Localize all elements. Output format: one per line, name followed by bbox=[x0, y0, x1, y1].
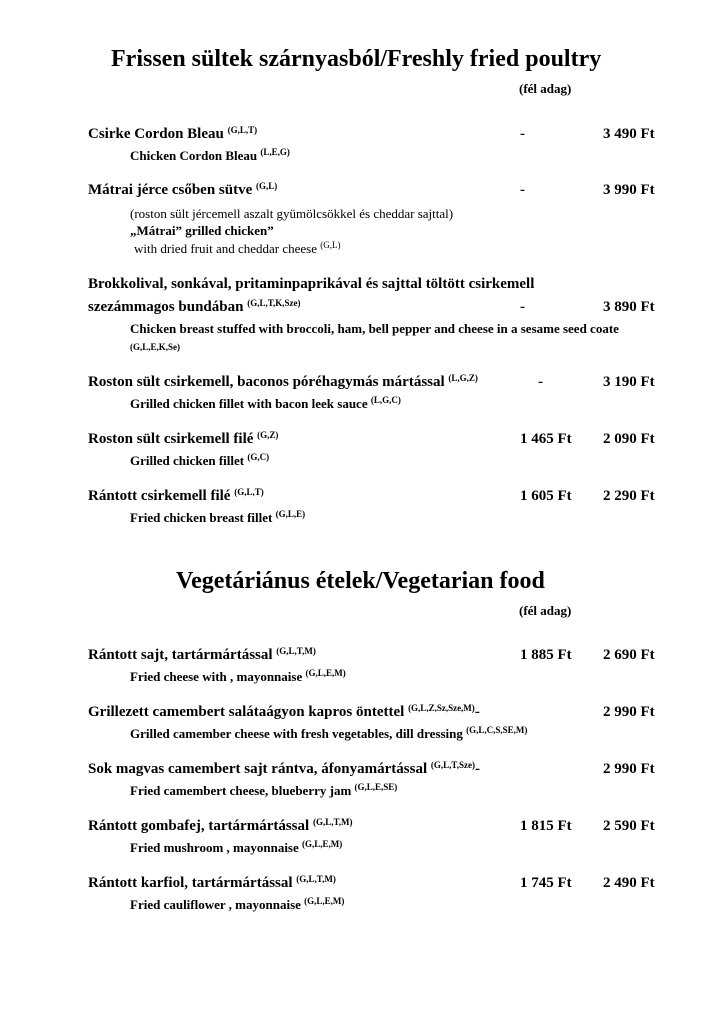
half-price: - bbox=[474, 704, 480, 720]
allergen-codes: (G,L,E) bbox=[275, 509, 306, 519]
half-price: - bbox=[520, 299, 525, 315]
item-name: Rántott gombafej, tartármártással $^{(G,L,T,M)}$ bbox=[88, 817, 353, 834]
allergen-codes: (G,C) bbox=[247, 452, 270, 462]
full-price: 2 990 Ft bbox=[603, 761, 655, 777]
item-english: Fried cheese with , mayonnaise $^{(G,L,E,M)}$ bbox=[130, 668, 346, 684]
half-price: 1 745 Ft bbox=[520, 875, 572, 891]
allergen-codes: (L,E,G) bbox=[260, 147, 290, 157]
allergen-codes: (G,L,T,M) bbox=[296, 874, 336, 884]
full-price: 3 890 Ft bbox=[603, 299, 655, 315]
allergen-codes: (G,L,C,S,SE,M) bbox=[466, 725, 528, 735]
full-price: 3 190 Ft bbox=[603, 374, 655, 390]
half-price: 1 605 Ft bbox=[520, 488, 572, 504]
item-english: Grilled chicken fillet with bacon leek sauce $^{(L,G,C)}$ bbox=[130, 395, 401, 411]
item-name: Grillezett camembert salátaágyon kapros öntettel $^{(G,L,Z,Sz,Sze,M)}$- bbox=[88, 703, 480, 720]
allergen-codes: (G,L,T,K,Sze) bbox=[247, 298, 301, 308]
allergen-codes: (G,L) bbox=[256, 181, 278, 191]
item-name: Roston sült csirkemell filé $^{(G,Z)}$ bbox=[88, 430, 279, 447]
allergen-codes: (G,L,E,M) bbox=[302, 839, 343, 849]
half-price: - bbox=[520, 126, 525, 142]
item-name: szezámmagos bundában $^{(G,L,T,K,Sze)}$ bbox=[88, 298, 301, 315]
full-price: 2 990 Ft bbox=[603, 704, 655, 720]
allergen-codes: (G,Z) bbox=[257, 430, 279, 440]
half-price: - bbox=[474, 761, 480, 777]
full-price: 2 490 Ft bbox=[603, 875, 655, 891]
allergen-codes: (L,G,Z) bbox=[448, 373, 478, 383]
half-price: - bbox=[538, 374, 543, 390]
item-name: Roston sült csirkemell, baconos póréhagymás mártással $^{(L,G,Z)}$ bbox=[88, 373, 478, 390]
allergen-codes: (G,L,E,M) bbox=[305, 668, 346, 678]
allergen-codes: (L,G,C) bbox=[370, 395, 401, 405]
item-english: Grilled camember cheese with fresh vegetables, dill dressing $^{(G,L,C,S,SE,M)}$ bbox=[130, 725, 528, 741]
item-name: Sok magvas camembert sajt rántva, áfonyamártással $^{(G,L,T,Sze)}$- bbox=[88, 760, 480, 777]
item-english: Fried cauliflower , mayonnaise $^{(G,L,E,M)}$ bbox=[130, 896, 345, 912]
item-name: Mátrai jérce csőben sütve $^{(G,L)}$ bbox=[88, 181, 278, 198]
item-english: Fried chicken breast fillet $^{(G,L,E)}$ bbox=[130, 509, 306, 525]
allergen-codes: (G,L,T,Sze) bbox=[430, 760, 475, 770]
item-english: Chicken breast stuffed with broccoli, ham, bell pepper and cheese in a sesame seed coate bbox=[130, 321, 619, 336]
full-price: 2 090 Ft bbox=[603, 431, 655, 447]
allergen-codes: (G,L) bbox=[320, 240, 341, 250]
full-price: 3 990 Ft bbox=[603, 182, 655, 198]
item-english: Chicken Cordon Bleau $^{(L,E,G)}$ bbox=[130, 147, 290, 163]
item-english: Grilled chicken fillet $^{(G,C)}$ bbox=[130, 452, 270, 468]
half-price: 1 885 Ft bbox=[520, 647, 572, 663]
allergen-codes: (G,L,E,M) bbox=[304, 896, 345, 906]
allergen-codes: (G,L,Z,Sz,Sze,M) bbox=[408, 703, 475, 713]
allergen-codes: (G,L,T,M) bbox=[276, 646, 316, 656]
allergen-codes: (G,L,T) bbox=[234, 487, 264, 497]
item-english: Fried camembert cheese, blueberry jam $^{(G,L,E,SE)}$ bbox=[130, 782, 398, 798]
section-title-vegetarian: Vegetáriánus ételek/Vegetarian food bbox=[176, 568, 545, 594]
half-price: 1 465 Ft bbox=[520, 431, 572, 447]
full-price: 2 590 Ft bbox=[603, 818, 655, 834]
half-portion-label: (fél adag) bbox=[519, 81, 572, 96]
item-english: Fried mushroom , mayonnaise $^{(G,L,E,M)}$ bbox=[130, 839, 343, 855]
item-name: Csirke Cordon Bleau $^{(G,L,T)}$ bbox=[88, 125, 258, 142]
full-price: 2 290 Ft bbox=[603, 488, 655, 504]
item-english-desc: with dried fruit and cheddar cheese $^{(G,L)}$ bbox=[134, 240, 341, 256]
allergen-codes: (G,L,E,K,Se) bbox=[130, 342, 181, 352]
full-price: 2 690 Ft bbox=[603, 647, 655, 663]
allergen-codes: (G,L,T,M) bbox=[312, 817, 353, 827]
item-name: Rántott sajt, tartármártással $^{(G,L,T,M)}$ bbox=[88, 646, 316, 663]
item-description: (roston sült jércemell aszalt gyümölcsökkel és cheddar sajttal) bbox=[130, 206, 454, 221]
half-price: - bbox=[520, 182, 525, 198]
item-name: Rántott karfiol, tartármártással $^{(G,L,T,M)}$ bbox=[88, 874, 336, 891]
section-title-poultry: Frissen sültek szárnyasból/Freshly fried poultry bbox=[111, 46, 602, 72]
half-price: 1 815 Ft bbox=[520, 818, 572, 834]
half-portion-label: (fél adag) bbox=[519, 603, 572, 618]
full-price: 3 490 Ft bbox=[603, 126, 655, 142]
allergen-codes: (G,L,T) bbox=[227, 125, 258, 135]
allergen-codes: (G,L,E,SE) bbox=[354, 782, 398, 792]
item-name: Rántott csirkemell filé $^{(G,L,T)}$ bbox=[88, 487, 264, 504]
item-english: „Mátrai” grilled chicken” bbox=[130, 223, 274, 238]
item-name-line1: Brokkolival, sonkával, pritaminpaprikával és sajttal töltött csirkemell bbox=[88, 276, 535, 292]
